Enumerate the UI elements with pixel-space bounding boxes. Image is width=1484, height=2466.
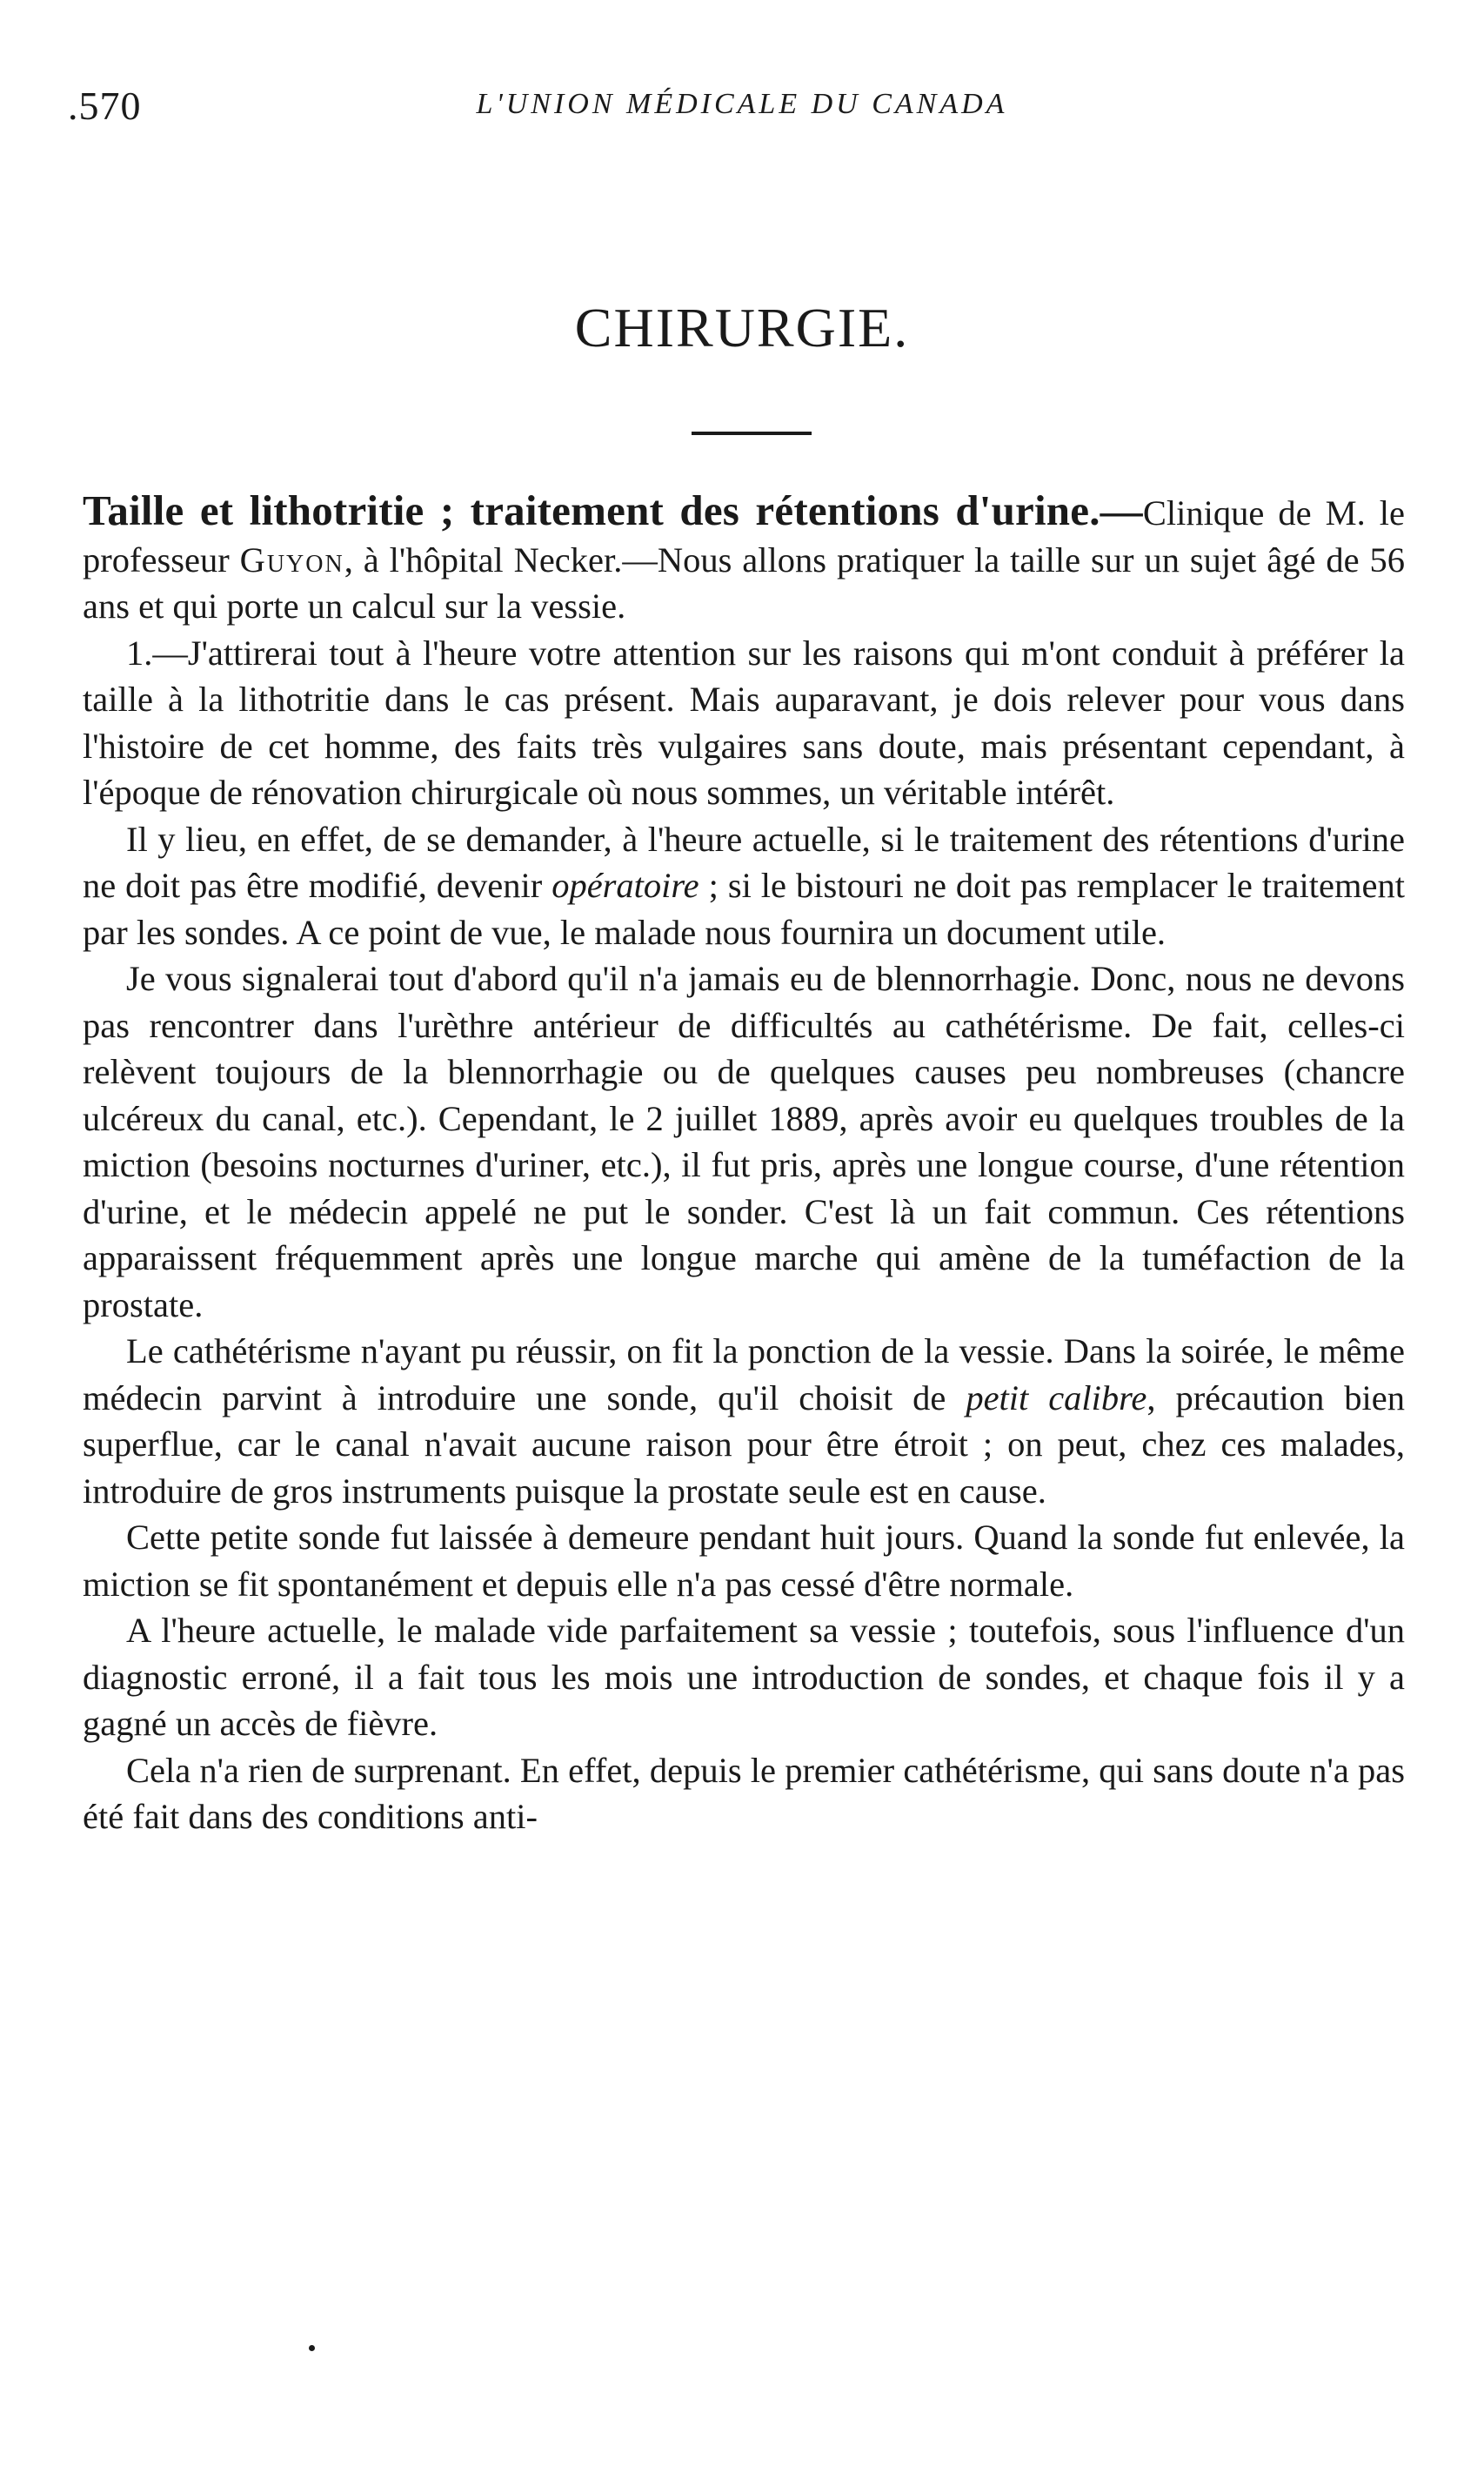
article-intro-paragraph	[83, 487, 1405, 630]
article-body	[83, 487, 1405, 1840]
paragraph-2-text-b: ; si le bistouri ne doit pas remplacer le traitement par les sondes. A ce point de vue, le malade nous fournira un document utile.	[83, 866, 1405, 952]
page-number: .570	[68, 84, 142, 128]
print-speck	[309, 2345, 315, 2351]
paragraph-2-text-a: Il y lieu, en effet, de se demander, à l'heure actuelle, si le traitement des rétentions d'urine ne doit pas être modifié, devenir	[83, 819, 1405, 905]
intro-text-b: , à l'hôpital Necker.—Nous allons pratiquer la taille sur un sujet âgé de 56 ans et qui porte un calcul sur la vessie.	[83, 539, 1405, 626]
paragraph-5: Cette petite sonde fut laissée à demeure pendant huit jours. Quand la sonde fut enlevée, la miction se fit spontanément et depuis elle n'a pas cessé d'être normale.	[83, 1518, 1405, 1604]
intro-text-a: Clinique de M. le professeur	[83, 493, 1405, 580]
section-divider	[692, 432, 812, 435]
section-title: CHIRURGIE.	[574, 297, 910, 359]
professor-name: Guyon	[239, 539, 344, 580]
paragraph-4-text-b: , précaution bien superflue, car le canal n'avait aucune raison pour être étroit ; on peut, chez ces malades, introduire de gros instruments puisque la prostate seule est en cause.	[83, 1377, 1405, 1511]
paragraph-4	[83, 1328, 1405, 1514]
paragraph-7: Cela n'a rien de surprenant. En effet, depuis le premier cathétérisme, qui sans doute n'a pas été fait dans des conditions anti-	[83, 1750, 1405, 1836]
journal-title: L'UNION MÉDICALE DU CANADA	[476, 88, 1008, 120]
paragraph-2	[83, 816, 1405, 956]
paragraph-6: A l'heure actuelle, le malade vide parfaitement sa vessie ; toutefois, sous l'influence d'un diagnostic erroné, il a fait tous les mois une introduction de sondes, et chaque fois il y a gagné un accès de fièvre.	[83, 1611, 1405, 1743]
paragraph-3: Je vous signalerai tout d'abord qu'il n'a jamais eu de blennorrhagie. Donc, nous ne devons pas rencontrer dans l'urèthre antérieur de difficultés au cathétérisme. De fait, celles-ci relèvent toujours de la blennorrhagie ou de quelques causes peu nombreuses (chancre ulcéreux du canal, etc.). Cependant, le 2 juillet 1889, après avoir eu quelques troubles de la miction (besoins nocturnes d'uriner, etc.), il fut pris, après une longue course, d'une rétention d'urine, et le médecin appelé ne put le sonder. C'est là un fait commun. Ces rétentions apparaissent fréquemment après une longue marche qui amène de la tuméfaction de la prostate.	[83, 959, 1405, 1324]
paragraph-4-text-a: Le cathétérisme n'ayant pu réussir, on fit la ponction de la vessie. Dans la soirée, le même médecin parvint à introduire une sonde, qu'il choisit de	[83, 1331, 1405, 1417]
paragraph-2-emphasis: opératoire	[551, 866, 699, 905]
article-headline: Taille et lithotritie ; traitement des rétentions d'urine.—	[83, 486, 1143, 534]
paragraph-1: 1.—J'attirerai tout à l'heure votre attention sur les raisons qui m'ont conduit à préférer la taille à la lithotritie dans le cas présent. Mais auparavant, je dois relever pour vous dans l'histoire de cet homme, des faits très vulgaires sans doute, mais présentant cependant, à l'époque de rénovation chirurgicale où nous sommes, un véritable intérêt.	[83, 633, 1405, 812]
paragraph-4-emphasis: petit calibre	[966, 1377, 1147, 1417]
running-head	[68, 83, 1416, 135]
